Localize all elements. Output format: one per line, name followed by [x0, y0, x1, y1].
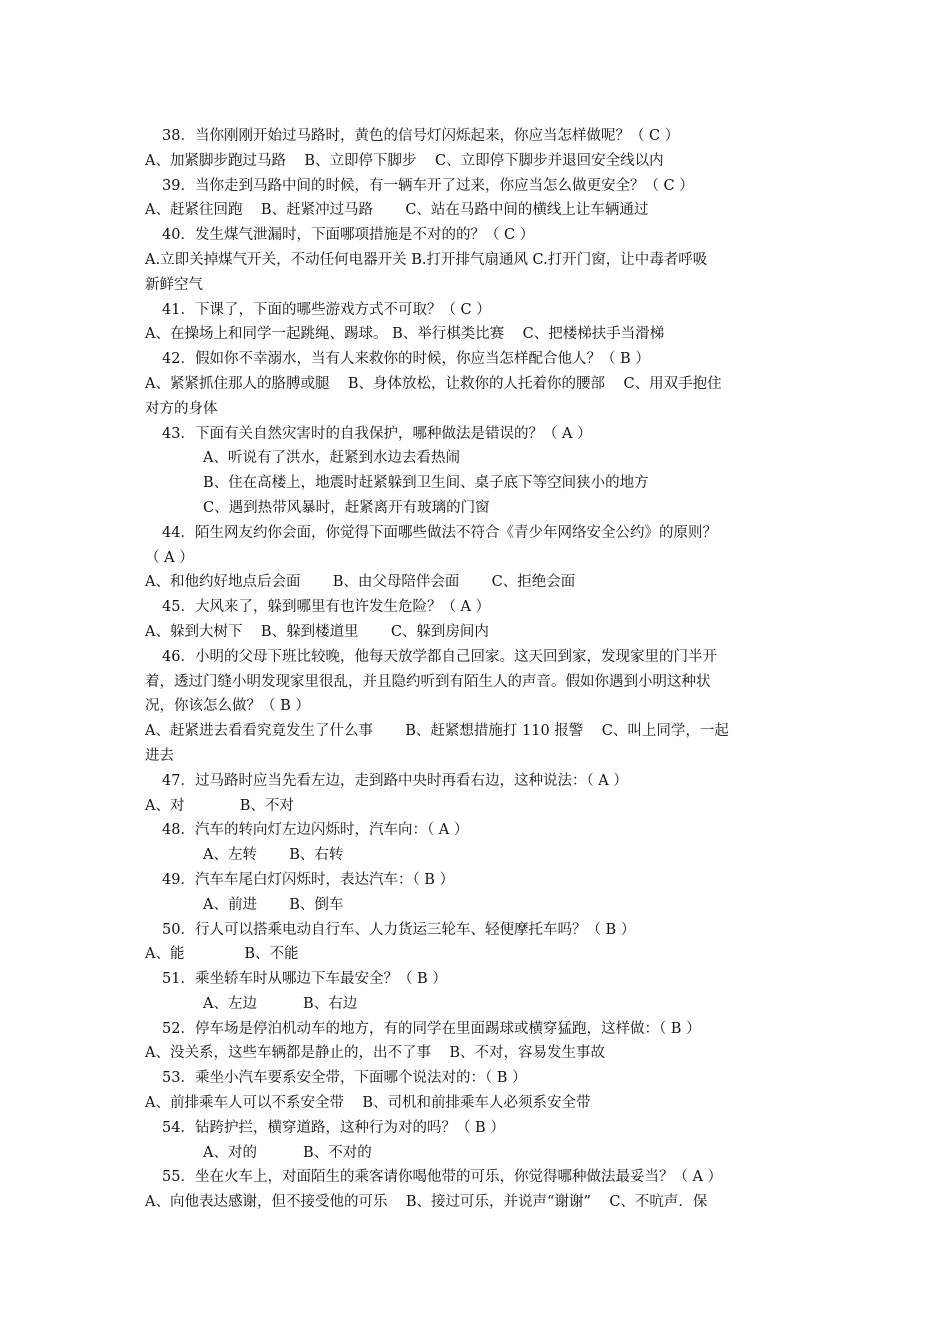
question-text: 38．当你刚刚开始过马路时，黄色的信号灯闪烁起来，你应当怎样做呢？（ C ）: [162, 128, 680, 144]
answer-text: A、前进 B、倒车: [203, 896, 344, 913]
question-text: 48．汽车的转向灯左边闪烁时，汽车向：（ A ）: [162, 822, 469, 839]
answer-text: （ A ）: [145, 549, 194, 566]
answer-text: 着，透过门缝小明发现家里很乱，并且隐约听到有陌生人的声音。假如你遇到小明这种状: [145, 673, 711, 690]
answer-text: A、对的 B、不对的: [203, 1144, 372, 1161]
question-text: 51．乘坐轿车时从哪边下车最安全？（ B ）: [162, 971, 447, 988]
answer-text: 进去: [145, 747, 174, 764]
question-text: 41．下课了，下面的哪些游戏方式不可取？（ C ）: [162, 301, 491, 318]
question-text: 54．钻跨护拦，横穿道路，这种行为对的吗？（ B ）: [162, 1119, 505, 1136]
answer-text: A、紧紧抓住那人的胳膊或腿 B、身体放松，让救你的人托着你的腰部 C、用双手抱住: [145, 375, 722, 392]
question-text: 47．过马路时应当先看左边，走到路中央时再看右边，这种说法：（ A ）: [162, 772, 628, 789]
question-text: 45．大风来了，躲到哪里有也许发生危险？（ A ）: [162, 599, 491, 616]
question-text: 52．停车场是停泊机动车的地方，有的同学在里面踢球或横穿猛跑，这样做：（ B ）: [162, 1020, 701, 1037]
question-text: 42．假如你不幸溺水，当有人来救你的时候，你应当怎样配合他人？（ B ）: [162, 351, 650, 368]
answer-text: A、向他表达感谢，但不接受他的可乐 B、接过可乐，并说声“谢谢” C、不吭声．保: [145, 1194, 708, 1211]
question-text: 40．发生煤气泄漏时，下面哪项措施是不对的的？（ C ）: [162, 227, 535, 244]
answer-text: A、躲到大树下 B、躲到楼道里 C、躲到房间内: [145, 623, 489, 640]
question-text: 55．坐在火车上，对面陌生的乘客请你喝他带的可乐，你觉得哪种做法最妥当？（ A ）: [162, 1169, 723, 1186]
answer-text: A、赶紧往回跑 B、赶紧冲过马路 C、站在马路中间的横线上让车辆通过: [145, 202, 649, 219]
answer-text: A、对 B、不对: [145, 797, 294, 814]
answer-text: A、没关系，这些车辆都是静止的，出不了事 B、不对，容易发生事故: [145, 1045, 606, 1062]
answer-text: A、在操场上和同学一起跳绳、踢球。 B、举行棋类比赛 C、把楼梯扶手当滑梯: [145, 326, 665, 343]
answer-text: A、左转 B、右转: [203, 847, 344, 864]
answer-text: C、遇到热带风暴时，赶紧离开有玻璃的门窗: [203, 499, 490, 516]
question-text: 46．小明的父母下班比较晚，他每天放学都自己回家。这天回到家，发现家里的门半开: [162, 648, 717, 665]
answer-text: A、听说有了洪水，赶紧到水边去看热闹: [203, 450, 460, 467]
question-text: 44．陌生网友约你会面，你觉得下面哪些做法不符合《青少年网络安全公约》的原则？: [162, 524, 717, 541]
answer-text: A、能 B、不能: [145, 946, 299, 963]
question-text: 53．乘坐小汽车要系安全带，下面哪个说法对的：（ B ）: [162, 1070, 527, 1087]
answer-text: B、住在高楼上，地震时赶紧躲到卫生间、桌子底下等空间狭小的地方: [203, 475, 649, 492]
answer-text: A、加紧脚步跑过马路 B、立即停下脚步 C、立即停下脚步并退回安全线以内: [145, 152, 664, 169]
answer-text: 对方的身体: [145, 400, 218, 417]
answer-text: A、和他约好地点后会面 B、由父母陪伴会面 C、拒绝会面: [145, 574, 576, 591]
question-list: [145, 124, 810, 1215]
answer-text: A、左边 B、右边: [203, 995, 358, 1012]
answer-text: A、前排乘车人可以不系安全带 B、司机和前排乘车人必须系安全带: [145, 1095, 591, 1112]
question-text: 39．当你走到马路中间的时候，有一辆车开了过来，你应当怎么做更安全？（ C ）: [162, 177, 694, 194]
answer-text: 新鲜空气: [145, 276, 203, 293]
answer-text: A、赶紧进去看看究竟发生了什么事 B、赶紧想措施打 110 报警 C、叫上同学，一起: [145, 723, 729, 740]
answer-text: 况，你该怎么做？（ B ）: [145, 698, 310, 715]
answer-text: A.立即关掉煤气开关，不动任何电器开关 B.打开排气扇通风 C.打开门窗，让中毒者呼吸: [145, 251, 708, 268]
question-text: 49．汽车车尾白灯闪烁时，表达汽车：（ B ）: [162, 871, 455, 888]
question-text: 50．行人可以搭乘电动自行车、人力货运三轮车、轻便摩托车吗？（ B ）: [162, 921, 636, 938]
question-text: 43．下面有关自然灾害时的自我保护，哪种做法是错误的？（ A ）: [162, 425, 592, 442]
